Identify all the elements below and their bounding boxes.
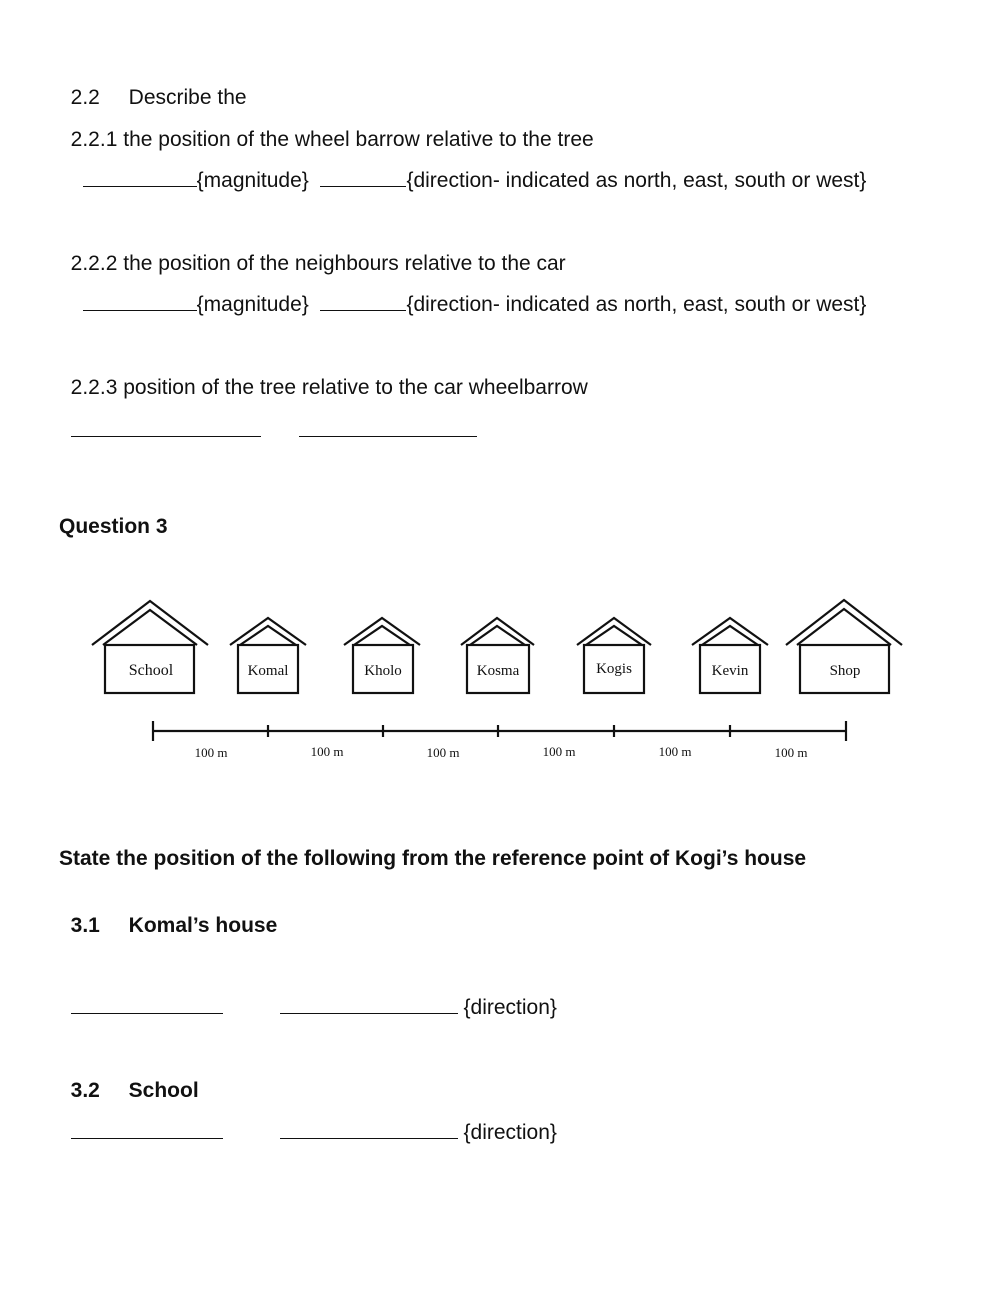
house-label-kosma: Kosma (476, 663, 520, 679)
state-prompt: State the position of the following from the reference point of Kogi’s house (59, 847, 807, 870)
house-kogis-shape (577, 618, 651, 693)
segment-label-2: 100 m (310, 744, 344, 759)
direction-label: {direction- indicated as north, east, south or west} (406, 293, 867, 316)
question-text: School (128, 1079, 199, 1102)
direction-blank[interactable] (280, 995, 458, 1014)
section-text: Describe the (128, 86, 247, 109)
question-number: 3.2 (70, 1079, 100, 1102)
segment-label-1: 100 m (194, 745, 228, 760)
direction-blank[interactable] (320, 292, 406, 311)
answer-row-2-2-2 (71, 266, 866, 318)
section-number: 2.2.2 (70, 252, 118, 275)
question-text: Komal’s house (128, 914, 278, 937)
house-shop-shape (786, 600, 902, 693)
magnitude-blank[interactable] (83, 168, 197, 187)
answer-row-3-1 (59, 969, 557, 1021)
magnitude-blank[interactable] (71, 1120, 223, 1139)
house-school-shape (92, 601, 208, 693)
magnitude-blank[interactable] (71, 995, 223, 1014)
section-number: 2.2.1 (70, 128, 118, 151)
section-number: 2.2.3 (70, 376, 118, 399)
answer-row-2-2-1 (71, 142, 866, 194)
direction-blank[interactable] (280, 1120, 458, 1139)
segment-label-3: 100 m (426, 745, 460, 760)
segment-label-4: 100 m (542, 744, 576, 759)
segment-label-6: 100 m (774, 745, 808, 760)
section-number: 2.2 (70, 86, 100, 109)
answer-row-2-2-3 (59, 392, 477, 444)
house-label-shop: Shop (829, 663, 861, 679)
answer-row-3-2 (59, 1094, 557, 1146)
direction-label: {direction} (463, 1121, 557, 1144)
house-komal-shape (230, 618, 306, 693)
house-label-kevin: Kevin (711, 663, 749, 679)
magnitude-blank[interactable] (83, 292, 197, 311)
direction-blank[interactable] (320, 168, 406, 187)
magnitude-label: {magnitude} (196, 293, 309, 316)
magnitude-label: {magnitude} (196, 169, 309, 192)
house-label-kholo: Kholo (364, 663, 402, 679)
answer-blank-1[interactable] (71, 418, 261, 437)
section-text: position of the tree relative to the car wheelbarrow (123, 376, 588, 399)
section-text: the position of the neighbours relative to the car (123, 252, 566, 275)
house-label-school: School (128, 662, 174, 679)
question-3-title: Question 3 (59, 515, 168, 538)
answer-blank-2[interactable] (299, 418, 477, 437)
segment-label-5: 100 m (658, 744, 692, 759)
house-kholo-shape (344, 618, 420, 693)
houses-diagram (0, 580, 1000, 780)
house-kosma-shape (461, 618, 534, 693)
house-kevin-shape (692, 618, 768, 693)
question-3-1 (59, 887, 277, 939)
house-label-komal: Komal (247, 663, 289, 679)
direction-label: {direction- indicated as north, east, south or west} (406, 169, 867, 192)
section-text: the position of the wheel barrow relative to the tree (123, 128, 594, 151)
direction-label: {direction} (463, 996, 557, 1019)
house-label-kogis: Kogis (596, 661, 632, 677)
question-number: 3.1 (70, 914, 100, 937)
